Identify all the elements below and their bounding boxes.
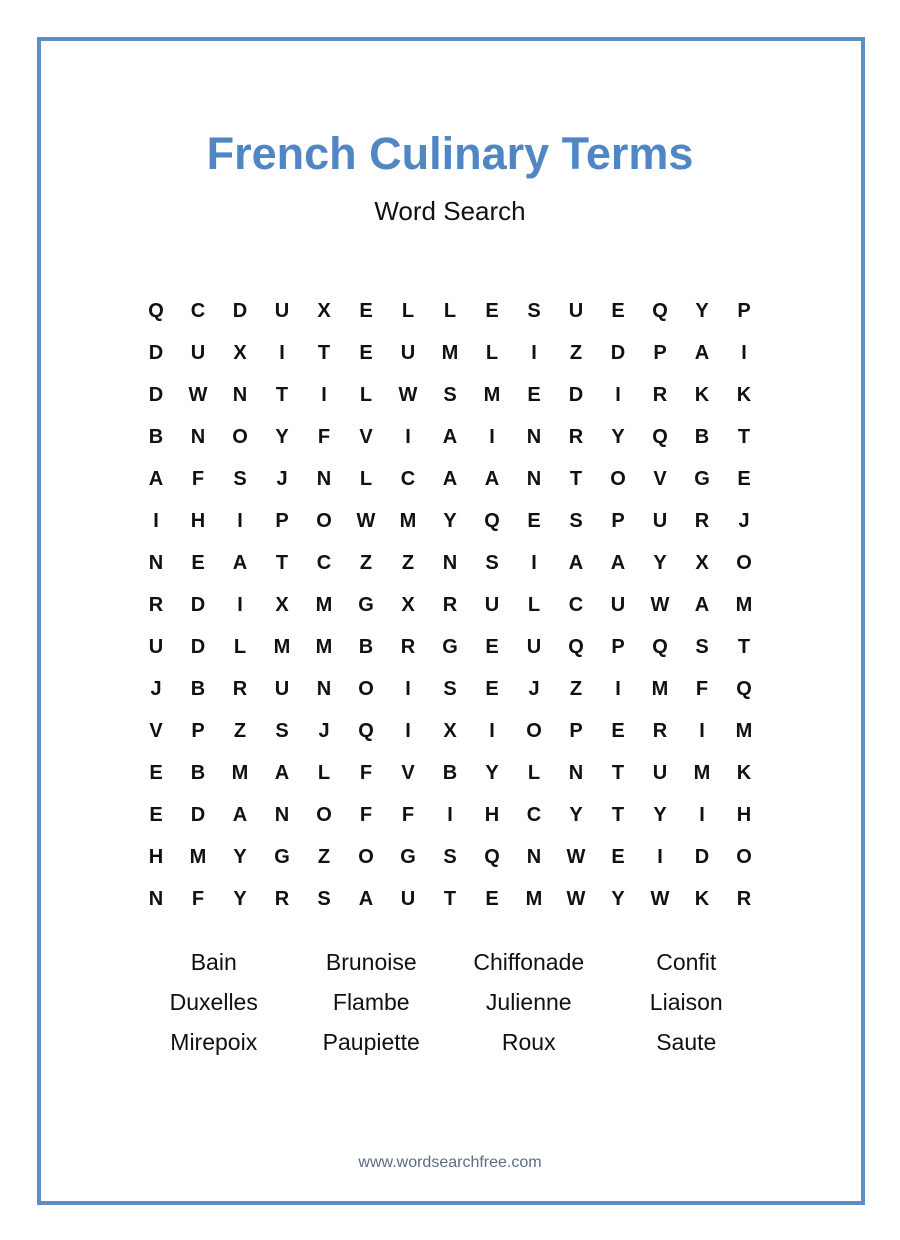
grid-letter: L [401,299,415,322]
grid-letter: J [150,677,162,700]
grid-letter: P [611,509,625,532]
grid-letter: M [735,593,753,616]
grid-letter: K [736,383,752,406]
grid-letter: V [149,719,163,742]
grid-letter: S [317,887,331,910]
grid-letter: D [568,383,584,406]
grid-letter: G [274,845,290,868]
grid-letter: S [233,467,247,490]
grid-letter: R [568,425,584,448]
grid-letter: T [443,887,457,910]
grid-letter: R [232,677,248,700]
grid-letter: U [652,509,668,532]
grid-letter: A [274,761,290,784]
word-list-item: Paupiette [322,1028,420,1055]
grid-letter: A [442,425,458,448]
grid-letter: R [736,887,752,910]
grid-letter: F [191,887,205,910]
grid-letter: P [653,341,667,364]
grid-letter: A [484,467,500,490]
grid-letter: I [531,551,537,574]
grid-letter: M [231,761,249,784]
grid-letter: A [694,593,710,616]
grid-letter: Q [148,299,164,322]
grid-letter: I [615,677,621,700]
grid-letter: Z [317,845,331,868]
grid-letter: M [693,761,711,784]
grid-letter: N [232,383,248,406]
grid-letter: I [699,803,705,826]
grid-letter: E [737,467,751,490]
word-list-item: Liaison [649,988,723,1015]
grid-letter: B [442,761,458,784]
word-list-item: Confit [656,948,717,975]
grid-letter: X [401,593,415,616]
grid-letter: I [531,341,537,364]
grid-letter: A [694,341,710,364]
grid-letter: P [275,509,289,532]
word-list [135,942,765,1062]
grid-letter: I [405,677,411,700]
grid-letter: Y [695,299,709,322]
grid-letter: D [694,845,710,868]
grid-letter: L [233,635,247,658]
grid-letter: O [316,803,332,826]
grid-letter: I [321,383,327,406]
grid-letter: T [275,383,289,406]
grid-letter: C [190,299,206,322]
grid-letter: A [148,467,164,490]
grid-letter: C [316,551,332,574]
grid-letter: B [190,761,206,784]
grid-letter: M [399,509,417,532]
grid-letter: W [566,887,586,910]
grid-letter: H [148,845,164,868]
word-list-item: Saute [656,1028,717,1055]
grid-letter: I [237,593,243,616]
grid-letter: B [694,425,710,448]
grid-letter: Q [484,845,500,868]
grid-letter: D [232,299,248,322]
grid-letter: B [148,425,164,448]
grid-letter: W [398,383,418,406]
word-list-item: Bain [190,948,237,975]
grid-letter: U [610,593,626,616]
grid-letter: Y [653,551,667,574]
grid-letter: M [315,635,333,658]
grid-letter: R [694,509,710,532]
grid-letter: A [610,551,626,574]
grid-letter: Y [611,425,625,448]
grid-letter: E [527,509,541,532]
grid-letter: H [484,803,500,826]
grid-letter: H [190,509,206,532]
grid-letter: L [359,467,373,490]
grid-letter: J [276,467,288,490]
grid-letter: K [694,887,710,910]
word-list-item: Mirepoix [170,1028,258,1055]
grid-letter: M [735,719,753,742]
grid-letter: E [149,803,163,826]
grid-letter: Y [233,887,247,910]
grid-letter: M [483,383,501,406]
grid-letter: P [569,719,583,742]
grid-letter: P [191,719,205,742]
grid-letter: Y [611,887,625,910]
grid-letter: L [317,761,331,784]
grid-letter: X [275,593,289,616]
grid-letter: W [650,887,670,910]
grid-letter: O [610,467,626,490]
grid-letter: T [275,551,289,574]
grid-letter: S [275,719,289,742]
grid-letter: S [485,551,499,574]
grid-letter: Q [358,719,374,742]
grid-letter: D [190,803,206,826]
page-subtitle: Word Search [374,196,526,226]
grid-letter: A [568,551,584,574]
grid-letter: N [316,677,332,700]
grid-letter: Q [652,425,668,448]
grid-letter: F [695,677,709,700]
grid-letter: X [317,299,331,322]
grid-letter: M [189,845,207,868]
grid-letter: D [610,341,626,364]
grid-letter: U [526,635,542,658]
grid-letter: N [148,887,164,910]
grid-letter: I [489,425,495,448]
grid-letter: I [699,719,705,742]
grid-letter: G [694,467,710,490]
grid-letter: P [611,635,625,658]
grid-letter: U [400,341,416,364]
grid-letter: N [526,467,542,490]
grid-letter: E [485,299,499,322]
letter-grid [135,290,765,920]
grid-letter: Y [653,803,667,826]
grid-letter: D [148,341,164,364]
grid-letter: G [442,635,458,658]
grid-letter: W [356,509,376,532]
grid-letter: W [566,845,586,868]
grid-letter: L [527,761,541,784]
grid-letter: F [359,803,373,826]
grid-letter: J [738,509,750,532]
grid-letter: R [442,593,458,616]
grid-letter: I [615,383,621,406]
grid-letter: U [568,299,584,322]
grid-letter: X [233,341,247,364]
grid-letter: Q [568,635,584,658]
grid-letter: Z [569,341,583,364]
grid-letter: U [148,635,164,658]
grid-letter: R [400,635,416,658]
grid-letter: C [526,803,542,826]
grid-letter: I [657,845,663,868]
grid-letter: H [736,803,752,826]
grid-letter: F [401,803,415,826]
grid-letter: F [359,761,373,784]
grid-letter: E [611,719,625,742]
grid-letter: U [484,593,500,616]
grid-letter: Y [485,761,499,784]
grid-letter: Q [652,635,668,658]
grid-letter: U [274,299,290,322]
grid-letter: U [400,887,416,910]
grid-letter: T [611,761,625,784]
page-title: French Culinary Terms [206,128,694,179]
grid-letter: A [358,887,374,910]
grid-letter: E [359,341,373,364]
grid-letter: I [447,803,453,826]
grid-letter: J [528,677,540,700]
grid-letter: Z [401,551,415,574]
grid-letter: T [737,635,751,658]
grid-letter: Z [359,551,373,574]
grid-letter: G [400,845,416,868]
grid-letter: R [652,383,668,406]
grid-letter: B [358,635,374,658]
grid-letter: M [525,887,543,910]
grid-letter: I [489,719,495,742]
grid-letter: P [737,299,751,322]
grid-letter: V [401,761,415,784]
word-list-item: Chiffonade [473,948,585,975]
grid-letter: L [527,593,541,616]
grid-letter: M [273,635,291,658]
grid-letter: E [485,635,499,658]
grid-letter: E [611,299,625,322]
grid-letter: N [148,551,164,574]
footer-url[interactable]: www.wordsearchfree.com [358,1154,542,1171]
grid-letter: N [568,761,584,784]
grid-letter: Q [736,677,752,700]
grid-letter: O [736,845,752,868]
grid-letter: I [741,341,747,364]
grid-letter: E [149,761,163,784]
grid-letter: O [358,677,374,700]
word-list-item: Brunoise [325,948,417,975]
grid-letter: Q [652,299,668,322]
grid-letter: K [694,383,710,406]
grid-letter: E [359,299,373,322]
grid-letter: U [190,341,206,364]
grid-letter: S [569,509,583,532]
grid-letter: Q [484,509,500,532]
grid-letter: G [358,593,374,616]
grid-letter: S [443,383,457,406]
grid-letter: A [442,467,458,490]
grid-letter: N [526,425,542,448]
grid-letter: D [190,635,206,658]
grid-letter: S [695,635,709,658]
word-list-item: Duxelles [169,988,258,1015]
grid-letter: Y [443,509,457,532]
grid-letter: F [191,467,205,490]
grid-letter: O [736,551,752,574]
grid-letter: U [652,761,668,784]
grid-letter: T [569,467,583,490]
grid-letter: Z [569,677,583,700]
grid-letter: V [359,425,373,448]
grid-letter: L [443,299,457,322]
grid-letter: L [485,341,499,364]
grid-letter: L [359,383,373,406]
grid-letter: N [526,845,542,868]
grid-letter: D [190,593,206,616]
grid-letter: W [188,383,208,406]
grid-letter: T [317,341,331,364]
grid-letter: T [737,425,751,448]
grid-letter: R [274,887,290,910]
grid-letter: Y [233,845,247,868]
grid-letter: E [611,845,625,868]
grid-letter: I [405,425,411,448]
grid-letter: M [651,677,669,700]
grid-letter: S [443,677,457,700]
grid-letter: E [527,383,541,406]
grid-letter: F [317,425,331,448]
grid-letter: T [611,803,625,826]
grid-letter: I [237,509,243,532]
grid-letter: X [695,551,709,574]
grid-letter: W [650,593,670,616]
grid-letter: A [232,551,248,574]
grid-letter: I [153,509,159,532]
grid-letter: C [568,593,584,616]
grid-letter: E [191,551,205,574]
word-list-item: Julienne [485,988,572,1015]
grid-letter: O [358,845,374,868]
grid-letter: O [526,719,542,742]
grid-letter: N [442,551,458,574]
grid-letter: N [274,803,290,826]
grid-letter: X [443,719,457,742]
grid-letter: Y [569,803,583,826]
grid-letter: J [318,719,330,742]
grid-letter: I [279,341,285,364]
grid-letter: R [148,593,164,616]
grid-letter: E [485,887,499,910]
grid-letter: S [443,845,457,868]
grid-letter: M [315,593,333,616]
grid-letter: K [736,761,752,784]
grid-letter: Y [275,425,289,448]
grid-letter: N [190,425,206,448]
grid-letter: O [232,425,248,448]
grid-letter: S [527,299,541,322]
word-list-item: Roux [501,1028,556,1055]
grid-letter: R [652,719,668,742]
word-list-item: Flambe [332,988,410,1015]
grid-letter: U [274,677,290,700]
grid-letter: I [405,719,411,742]
grid-letter: V [653,467,667,490]
grid-letter: E [485,677,499,700]
grid-letter: A [232,803,248,826]
grid-letter: C [400,467,416,490]
grid-letter: D [148,383,164,406]
grid-letter: N [316,467,332,490]
grid-letter: M [441,341,459,364]
grid-letter: Z [233,719,247,742]
grid-letter: B [190,677,206,700]
grid-letter: O [316,509,332,532]
